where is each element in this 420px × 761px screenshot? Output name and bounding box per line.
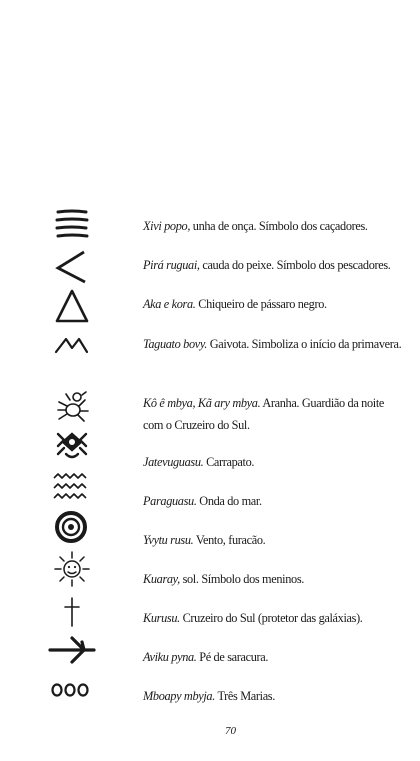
entry-description: Chiqueiro de pássaro negro. — [195, 297, 327, 311]
entry-text — [143, 254, 403, 276]
entry-description: Vento, furacão. — [193, 533, 266, 547]
entry-term: Jatevuguasu. — [143, 455, 204, 469]
entry-description: sol. Símbolo dos meninos. — [179, 572, 304, 586]
entry-description: Pé de saracura. — [196, 650, 269, 664]
tick-icon — [44, 428, 104, 468]
entry-description: cauda do peixe. Símbolo dos pescadores. — [199, 258, 391, 272]
entry-text — [143, 333, 403, 355]
entry-term: Taguato bovy. — [143, 337, 208, 351]
entry-description: Onda do mar. — [196, 494, 262, 508]
entry-term: Kuaray, — [143, 572, 180, 586]
fish-tail-icon — [44, 248, 104, 288]
entry-description: Carrapato. — [203, 455, 255, 469]
sun-face-icon — [44, 548, 104, 588]
bird-foot-icon — [44, 632, 104, 672]
entry-term: Aviku pyna. — [143, 650, 197, 664]
entry-text — [143, 607, 403, 629]
entry-term: Paraguasu. — [143, 494, 197, 508]
entry-text — [143, 451, 403, 473]
three-stars-icon — [44, 674, 104, 714]
entry-text — [143, 529, 403, 551]
entry-text — [143, 685, 403, 707]
entry-description: Cruzeiro do Sul (protetor das galáxias). — [179, 611, 363, 625]
entry-term: Kurusu. — [143, 611, 180, 625]
entry-text — [143, 392, 403, 436]
entry-term: Xivi popo, — [143, 219, 191, 233]
page-number: 70 — [225, 725, 236, 737]
entry-description: Aranha. Guardião da noite com o Cruzeiro do Sul. — [143, 396, 385, 432]
entry-text — [143, 293, 403, 315]
entry-text — [143, 568, 403, 590]
seagull-icon — [44, 330, 104, 370]
entry-description: Gaivota. Simboliza o início da primavera. — [207, 337, 402, 351]
spider-icon — [44, 388, 104, 428]
entry-text — [143, 490, 403, 512]
entry-term: Mboapy mbyja. — [143, 689, 215, 703]
entry-term: Kô ê mbya, Kã ary mbya. — [143, 396, 261, 410]
entry-term: Pirá ruguai, — [143, 258, 200, 272]
entry-text — [143, 646, 403, 668]
cross-icon — [44, 592, 104, 632]
entry-description: unha de onça. Símbolo dos caçadores. — [190, 219, 368, 233]
triangle-icon — [44, 288, 104, 328]
entry-term: Aka e kora. — [143, 297, 196, 311]
entry-term: Yvytu rusu. — [143, 533, 194, 547]
entry-text — [143, 215, 403, 237]
entry-description: Três Marias. — [214, 689, 275, 703]
whirlwind-icon — [44, 505, 104, 545]
claw-marks-icon — [44, 207, 104, 247]
